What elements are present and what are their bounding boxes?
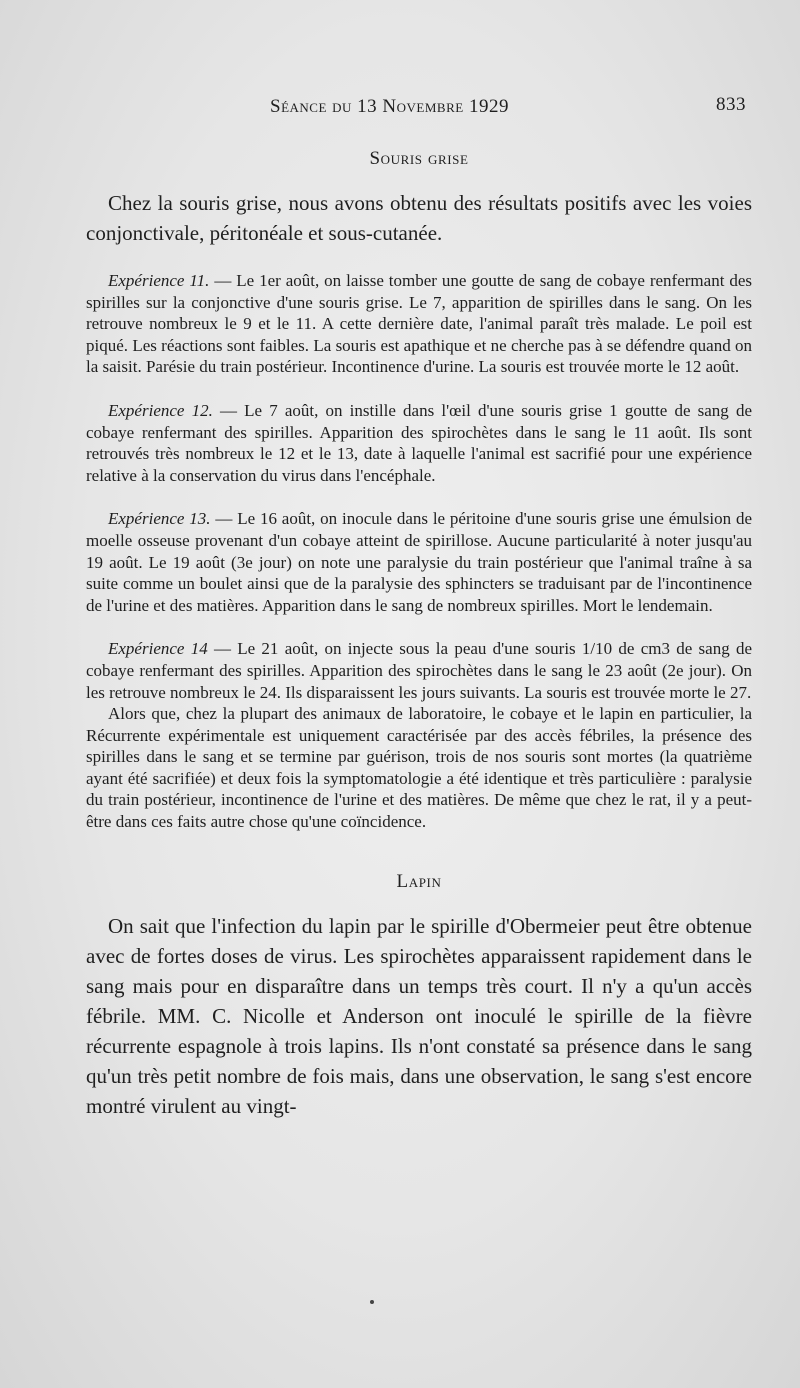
running-header	[86, 88, 752, 122]
section-heading-souris-grise: Souris grise	[369, 148, 469, 169]
experiment-text: — Le 1er août, on laisse tomber une goutte de sang de cobaye renfermant des spirilles sur la conjonctive d'une souris grise. Le 7, apparition de spirilles dans le sang. On les retrouve nombreux le 9 et le 11. A cette dernière date, l'animal paraît très malade. Le poil est piqué. Les réactions sont faibles. La souris est apathique et ne cherche pas à se défendre quand on la saisit. Parésie du train postérieur. Incontinence d'urine. La souris est trouvée morte le 12 août.	[86, 271, 753, 377]
experiment-label: Expérience 11.	[108, 271, 210, 290]
section-heading-lapin: Lapin	[396, 870, 442, 892]
running-header-title: Séance du 13 Novembre 1929	[270, 96, 509, 117]
experiment-14	[86, 638, 752, 703]
page-number: 833	[716, 94, 746, 115]
experiment-label: Expérience 12.	[108, 400, 213, 420]
ink-speck	[370, 1300, 374, 1304]
experiment-label: Expérience 13.	[108, 509, 211, 529]
experiment-12	[86, 400, 752, 486]
experiment-label: Expérience 14	[108, 639, 208, 659]
experiment-text: — Le 16 août, on inocule dans le péritoine d'une souris grise une émulsion de moelle osseuse provenant d'un cobaye atteint de spirillose. Aucune particularité à noter jusqu'au 19 août. Le 19 août (3e jour) on note une paralysie du train postérieur que l'animal traîne à sa suite comme un boulet ainsi que de la paralysie des sphincters se traduisant par de l'incontinence de l'urine et des matières. Apparition dans le sang de nombreux spirilles. Mort le lendemain.	[86, 509, 753, 615]
experiment-text: — Le 21 août, on injecte sous la peau d'une souris 1/10 de cm3 de sang de cobaye renfermant des spirilles. Apparition des spirochètes dans le sang le 23 août (2e jour). On les retrouve nombreux le 24. Ils disparaissent les jours suivants. La souris est trouvée morte le 27.	[86, 639, 753, 702]
intro-paragraph: Chez la souris grise, nous avons obtenu des résultats positifs avec les voies conjonctivale, péritonéale et sous-cutanée.	[86, 191, 752, 245]
discussion-paragraph: Alors que, chez la plupart des animaux de laboratoire, le cobaye et le lapin en particulier, la Récurrente expérimentale est uniquement caractérisée par des accès fébriles, la présence des spirilles dans le sang et se termine par guérison, trois de nos souris sont mortes (la quatrième ayant été sacrifiée) et deux fois la symptomatologie a été identique et très particulière : paralysie du train postérieur, incontinence de l'urine et des matières. De même que chez le rat, il y a peut-être dans ces faits autre chose qu'une coïncidence.	[86, 704, 752, 832]
experiment-text: — Le 7 août, on instille dans l'œil d'une souris grise 1 goutte de sang de cobaye renfermant des spirilles. Apparition des spirochètes dans le sang le 11 août. Ils sont retrouvés très nombreux le 12 et le 13, date à laquelle l'animal est sacrifié pour une expérience relative à la conservation du virus dans l'encéphale.	[86, 400, 752, 485]
experiment-11	[86, 270, 752, 378]
lapin-paragraph: On sait que l'infection du lapin par le spirille d'Obermeier peut être obtenue avec de fortes doses de virus. Les spirochètes apparaissent rapidement dans le sang mais pour en disparaître dans un temps très court. Il n'y a qu'un accès fébrile. MM. C. Nicolle et Anderson ont inoculé le spirille de la fièvre récurrente espagnole à trois lapins. Ils n'ont constaté sa présence dans le sang qu'un très petit nombre de fois mais, dans une observation, le sang s'est encore montré virulent au vingt-	[86, 913, 752, 1118]
experiment-13	[86, 508, 752, 616]
